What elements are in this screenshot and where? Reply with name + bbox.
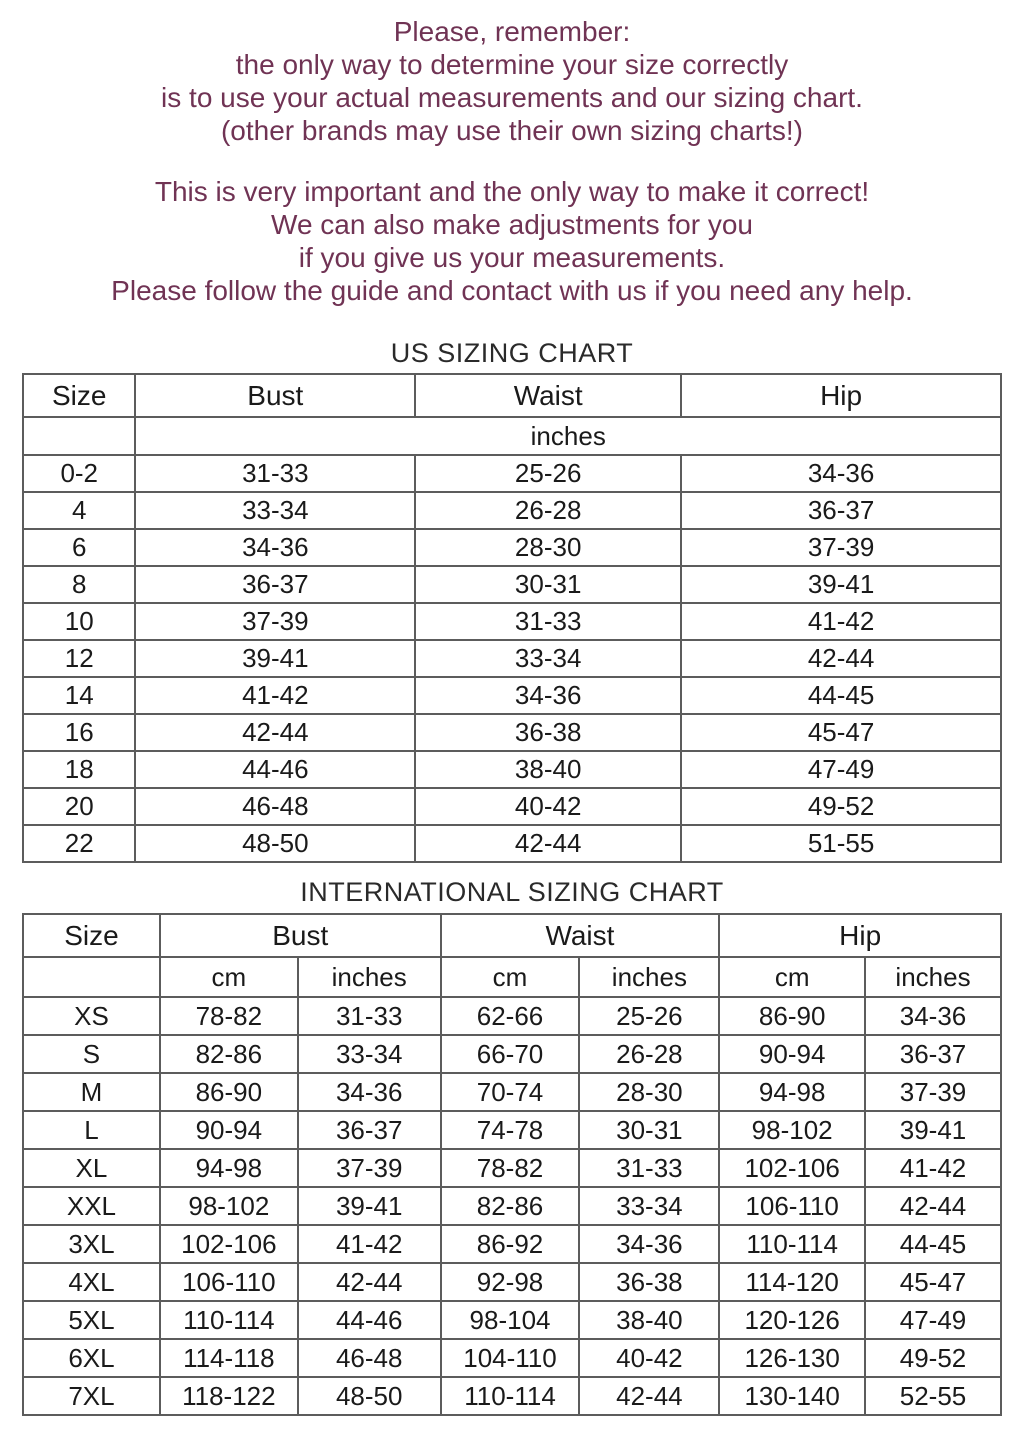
measurement-cell: 44-46	[135, 751, 415, 788]
measurement-cell: 39-41	[298, 1187, 441, 1225]
measurement-cell: 36-37	[135, 566, 415, 603]
measurement-cell: 70-74	[441, 1073, 580, 1111]
table-row	[23, 677, 1001, 714]
measurement-cell: 104-110	[441, 1339, 580, 1377]
measurement-cell: 110-114	[160, 1301, 298, 1339]
measurement-cell: 31-33	[135, 455, 415, 492]
size-cell: 14	[23, 677, 135, 714]
intro-line: the only way to determine your size correctly	[235, 49, 789, 80]
size-cell: M	[23, 1073, 160, 1111]
measurement-cell: 78-82	[160, 997, 298, 1035]
size-cell: XXL	[23, 1187, 160, 1225]
measurement-cell: 34-36	[135, 529, 415, 566]
measurement-cell: 33-34	[298, 1035, 441, 1073]
measurement-cell: 36-38	[579, 1263, 719, 1301]
table-row	[23, 1073, 1001, 1111]
measurement-cell: 26-28	[579, 1035, 719, 1073]
measurement-cell: 82-86	[160, 1035, 298, 1073]
table-row	[23, 1263, 1001, 1301]
measurement-cell: 33-34	[135, 492, 415, 529]
subheader-waist-inches: inches	[579, 957, 719, 997]
measurement-cell: 36-37	[865, 1035, 1001, 1073]
measurement-cell: 45-47	[681, 714, 1001, 751]
measurement-cell: 36-37	[298, 1111, 441, 1149]
measurement-cell: 42-44	[298, 1263, 441, 1301]
measurement-cell: 114-118	[160, 1339, 298, 1377]
table-row	[23, 566, 1001, 603]
measurement-cell: 92-98	[441, 1263, 580, 1301]
measurement-cell: 98-102	[160, 1187, 298, 1225]
measurement-cell: 94-98	[719, 1073, 865, 1111]
size-cell: 4XL	[23, 1263, 160, 1301]
size-cell: 20	[23, 788, 135, 825]
us-header-row	[23, 374, 1001, 417]
size-cell: 18	[23, 751, 135, 788]
measurement-cell: 38-40	[579, 1301, 719, 1339]
intro-line: (other brands may use their own sizing charts!)	[220, 115, 804, 146]
measurement-cell: 82-86	[441, 1187, 580, 1225]
subheader-hip-cm: cm	[719, 957, 865, 997]
measurement-cell: 90-94	[719, 1035, 865, 1073]
empty-cell	[23, 957, 160, 997]
measurement-cell: 36-38	[415, 714, 681, 751]
measurement-cell: 130-140	[719, 1377, 865, 1415]
measurement-cell: 86-90	[160, 1073, 298, 1111]
size-cell: L	[23, 1111, 160, 1149]
size-cell: 4	[23, 492, 135, 529]
measurement-cell: 44-46	[298, 1301, 441, 1339]
size-cell: 6	[23, 529, 135, 566]
us-table-body	[23, 455, 1001, 862]
size-cell: 16	[23, 714, 135, 751]
measurement-cell: 36-37	[681, 492, 1001, 529]
measurement-cell: 46-48	[298, 1339, 441, 1377]
size-cell: 3XL	[23, 1225, 160, 1263]
measurement-cell: 86-90	[719, 997, 865, 1035]
table-row	[23, 788, 1001, 825]
column-header-hip: Hip	[681, 374, 1001, 417]
intl-header-row	[23, 914, 1001, 957]
measurement-cell: 31-33	[415, 603, 681, 640]
measurement-cell: 37-39	[865, 1073, 1001, 1111]
size-cell: 6XL	[23, 1339, 160, 1377]
measurement-cell: 42-44	[579, 1377, 719, 1415]
measurement-cell: 98-104	[441, 1301, 580, 1339]
measurement-cell: 30-31	[415, 566, 681, 603]
measurement-cell: 126-130	[719, 1339, 865, 1377]
measurement-cell: 47-49	[681, 751, 1001, 788]
subheader-hip-inches: inches	[865, 957, 1001, 997]
table-row	[23, 997, 1001, 1035]
size-cell: 8	[23, 566, 135, 603]
size-cell: 10	[23, 603, 135, 640]
measurement-cell: 78-82	[441, 1149, 580, 1187]
size-cell: XS	[23, 997, 160, 1035]
measurement-cell: 31-33	[298, 997, 441, 1035]
column-header-hip: Hip	[719, 914, 1001, 957]
measurement-cell: 42-44	[415, 825, 681, 862]
measurement-cell: 114-120	[719, 1263, 865, 1301]
measurement-cell: 34-36	[579, 1225, 719, 1263]
measurement-cell: 102-106	[160, 1225, 298, 1263]
table-row	[23, 492, 1001, 529]
measurement-cell: 40-42	[415, 788, 681, 825]
measurement-cell: 110-114	[719, 1225, 865, 1263]
measurement-cell: 33-34	[579, 1187, 719, 1225]
measurement-cell: 34-36	[298, 1073, 441, 1111]
measurement-cell: 40-42	[579, 1339, 719, 1377]
measurement-cell: 90-94	[160, 1111, 298, 1149]
measurement-cell: 52-55	[865, 1377, 1001, 1415]
measurement-cell: 47-49	[865, 1301, 1001, 1339]
intro-line: Please follow the guide and contact with us if you need any help.	[111, 275, 913, 306]
measurement-cell: 118-122	[160, 1377, 298, 1415]
measurement-cell: 48-50	[135, 825, 415, 862]
measurement-cell: 66-70	[441, 1035, 580, 1073]
column-header-bust: Bust	[135, 374, 415, 417]
column-header-size: Size	[23, 374, 135, 417]
size-cell: S	[23, 1035, 160, 1073]
measurement-cell: 37-39	[681, 529, 1001, 566]
table-row	[23, 1225, 1001, 1263]
measurement-cell: 34-36	[865, 997, 1001, 1035]
measurement-cell: 41-42	[681, 603, 1001, 640]
us-sizing-table	[22, 373, 1002, 863]
intro-line: This is very important and the only way to make it correct!	[154, 176, 870, 207]
measurement-cell: 48-50	[298, 1377, 441, 1415]
intro-line: Please, remember:	[393, 16, 631, 47]
measurement-cell: 42-44	[135, 714, 415, 751]
size-cell: 7XL	[23, 1377, 160, 1415]
measurement-cell: 28-30	[579, 1073, 719, 1111]
intro-line: We can also make adjustments for you	[271, 209, 753, 240]
measurement-cell: 106-110	[719, 1187, 865, 1225]
intro-line: if you give us your measurements.	[298, 242, 726, 273]
measurement-cell: 110-114	[441, 1377, 580, 1415]
measurement-cell: 45-47	[865, 1263, 1001, 1301]
measurement-cell: 26-28	[415, 492, 681, 529]
measurement-cell: 94-98	[160, 1149, 298, 1187]
measurement-cell: 106-110	[160, 1263, 298, 1301]
measurement-cell: 39-41	[681, 566, 1001, 603]
us-units-row	[23, 417, 1001, 455]
measurement-cell: 37-39	[135, 603, 415, 640]
table-row	[23, 1339, 1001, 1377]
measurement-cell: 41-42	[298, 1225, 441, 1263]
measurement-cell: 39-41	[135, 640, 415, 677]
table-row	[23, 1149, 1001, 1187]
measurement-cell: 28-30	[415, 529, 681, 566]
measurement-cell: 34-36	[681, 455, 1001, 492]
size-cell: 0-2	[23, 455, 135, 492]
column-header-size: Size	[23, 914, 160, 957]
table-row	[23, 1035, 1001, 1073]
measurement-cell: 25-26	[415, 455, 681, 492]
measurement-cell: 42-44	[865, 1187, 1001, 1225]
measurement-cell: 120-126	[719, 1301, 865, 1339]
measurement-cell: 38-40	[415, 751, 681, 788]
measurement-cell: 42-44	[681, 640, 1001, 677]
table-row	[23, 1187, 1001, 1225]
table-row	[23, 529, 1001, 566]
measurement-cell: 41-42	[865, 1149, 1001, 1187]
intl-table-body	[23, 997, 1001, 1415]
measurement-cell: 39-41	[865, 1111, 1001, 1149]
measurement-cell: 86-92	[441, 1225, 580, 1263]
table-row	[23, 603, 1001, 640]
table-row	[23, 1377, 1001, 1415]
measurement-cell: 31-33	[579, 1149, 719, 1187]
table-row	[23, 714, 1001, 751]
intro-line: is to use your actual measurements and our sizing chart.	[161, 82, 863, 113]
table-row	[23, 455, 1001, 492]
size-cell: 12	[23, 640, 135, 677]
measurement-cell: 25-26	[579, 997, 719, 1035]
measurement-cell: 49-52	[681, 788, 1001, 825]
intl-units-row	[23, 957, 1001, 997]
size-cell: 22	[23, 825, 135, 862]
measurement-cell: 102-106	[719, 1149, 865, 1187]
column-header-waist: Waist	[441, 914, 720, 957]
table-row	[23, 640, 1001, 677]
column-header-waist: Waist	[415, 374, 681, 417]
measurement-cell: 44-45	[681, 677, 1001, 714]
measurement-cell: 49-52	[865, 1339, 1001, 1377]
measurement-cell: 44-45	[865, 1225, 1001, 1263]
measurement-cell: 46-48	[135, 788, 415, 825]
measurement-cell: 41-42	[135, 677, 415, 714]
us-chart-title: US SIZING CHART	[390, 338, 634, 368]
measurement-cell: 30-31	[579, 1111, 719, 1149]
column-header-bust: Bust	[160, 914, 441, 957]
size-cell: 5XL	[23, 1301, 160, 1339]
measurement-cell: 62-66	[441, 997, 580, 1035]
size-cell: XL	[23, 1149, 160, 1187]
units-label: inches	[135, 417, 1001, 455]
international-chart-title: INTERNATIONAL SIZING CHART	[300, 877, 724, 907]
table-row	[23, 825, 1001, 862]
table-row	[23, 1301, 1001, 1339]
international-sizing-table	[22, 913, 1002, 1416]
intro-text-block	[0, 0, 1024, 307]
measurement-cell: 98-102	[719, 1111, 865, 1149]
subheader-bust-inches: inches	[298, 957, 441, 997]
table-row	[23, 751, 1001, 788]
measurement-cell: 51-55	[681, 825, 1001, 862]
measurement-cell: 34-36	[415, 677, 681, 714]
empty-cell	[23, 417, 135, 455]
table-row	[23, 1111, 1001, 1149]
subheader-bust-cm: cm	[160, 957, 298, 997]
measurement-cell: 37-39	[298, 1149, 441, 1187]
measurement-cell: 33-34	[415, 640, 681, 677]
subheader-waist-cm: cm	[441, 957, 580, 997]
measurement-cell: 74-78	[441, 1111, 580, 1149]
